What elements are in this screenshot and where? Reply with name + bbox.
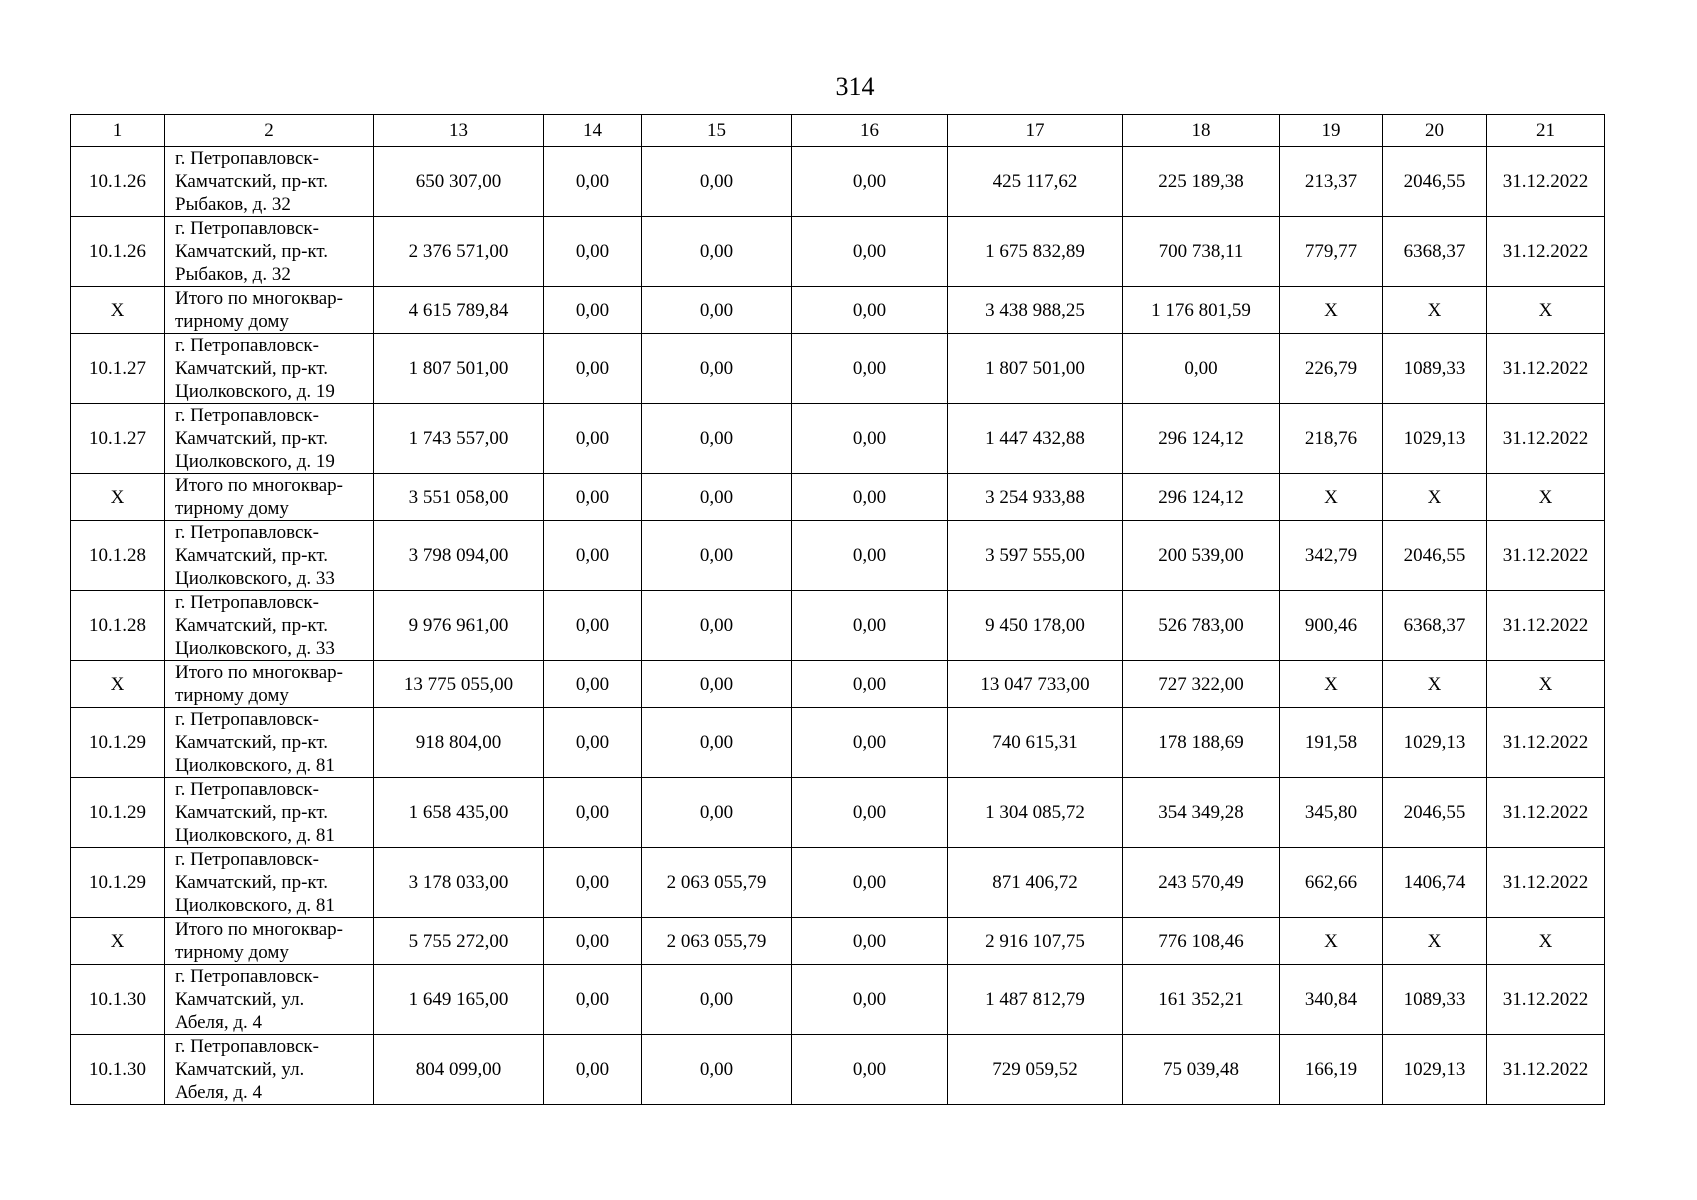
value-cell: 0,00	[642, 591, 792, 661]
value-cell: 4 615 789,84	[374, 287, 544, 334]
value-cell: X	[1487, 474, 1605, 521]
value-cell: 31.12.2022	[1487, 1035, 1605, 1105]
value-cell: 0,00	[792, 708, 948, 778]
address-cell: г. Петропавловск- Камчатский, пр-кт. Рыбаков, д. 32	[165, 147, 374, 217]
value-cell: 0,00	[544, 147, 642, 217]
value-cell: 3 551 058,00	[374, 474, 544, 521]
table-row	[71, 147, 1605, 217]
row-id-cell: X	[71, 474, 165, 521]
value-cell: 2046,55	[1383, 778, 1487, 848]
value-cell: 425 117,62	[948, 147, 1123, 217]
value-cell: 31.12.2022	[1487, 404, 1605, 474]
value-cell: 31.12.2022	[1487, 521, 1605, 591]
row-id-cell: 10.1.30	[71, 1035, 165, 1105]
value-cell: X	[1487, 661, 1605, 708]
value-cell: 729 059,52	[948, 1035, 1123, 1105]
value-cell: 727 322,00	[1123, 661, 1280, 708]
value-cell: 0,00	[792, 965, 948, 1035]
value-cell: 354 349,28	[1123, 778, 1280, 848]
table-row	[71, 848, 1605, 918]
value-cell: 3 438 988,25	[948, 287, 1123, 334]
value-cell: 1 807 501,00	[948, 334, 1123, 404]
value-cell: 1 487 812,79	[948, 965, 1123, 1035]
value-cell: 3 798 094,00	[374, 521, 544, 591]
value-cell: 9 976 961,00	[374, 591, 544, 661]
table-row	[71, 591, 1605, 661]
value-cell: 804 099,00	[374, 1035, 544, 1105]
value-cell: 243 570,49	[1123, 848, 1280, 918]
value-cell: 200 539,00	[1123, 521, 1280, 591]
value-cell: 1029,13	[1383, 404, 1487, 474]
value-cell: 1029,13	[1383, 1035, 1487, 1105]
value-cell: 1 675 832,89	[948, 217, 1123, 287]
value-cell: 0,00	[792, 474, 948, 521]
value-cell: 3 254 933,88	[948, 474, 1123, 521]
table-row	[71, 217, 1605, 287]
column-header: 2	[165, 115, 374, 147]
value-cell: 1089,33	[1383, 965, 1487, 1035]
value-cell: 0,00	[642, 287, 792, 334]
value-cell: 0,00	[544, 661, 642, 708]
total-row	[71, 661, 1605, 708]
value-cell: 31.12.2022	[1487, 591, 1605, 661]
value-cell: 1029,13	[1383, 708, 1487, 778]
value-cell: 1 304 085,72	[948, 778, 1123, 848]
value-cell: 740 615,31	[948, 708, 1123, 778]
value-cell: X	[1383, 287, 1487, 334]
value-cell: 218,76	[1280, 404, 1383, 474]
value-cell: X	[1487, 287, 1605, 334]
value-cell: 2046,55	[1383, 147, 1487, 217]
value-cell: 0,00	[544, 474, 642, 521]
column-header: 15	[642, 115, 792, 147]
value-cell: X	[1280, 287, 1383, 334]
table-row	[71, 334, 1605, 404]
data-table	[70, 114, 1605, 1105]
value-cell: 31.12.2022	[1487, 147, 1605, 217]
value-cell: 2 063 055,79	[642, 848, 792, 918]
value-cell: 0,00	[544, 287, 642, 334]
table-row	[71, 1035, 1605, 1105]
value-cell: 191,58	[1280, 708, 1383, 778]
column-header: 21	[1487, 115, 1605, 147]
value-cell: X	[1383, 474, 1487, 521]
value-cell: 526 783,00	[1123, 591, 1280, 661]
value-cell: 0,00	[792, 918, 948, 965]
table-row	[71, 708, 1605, 778]
value-cell: 1 447 432,88	[948, 404, 1123, 474]
address-cell: г. Петропавловск- Камчатский, пр-кт. Циолковского, д. 81	[165, 708, 374, 778]
address-cell: г. Петропавловск- Камчатский, ул. Абеля, д. 4	[165, 965, 374, 1035]
value-cell: 1 658 435,00	[374, 778, 544, 848]
total-label-cell: Итого по многоквар- тирному дому	[165, 918, 374, 965]
table-row	[71, 404, 1605, 474]
value-cell: 13 047 733,00	[948, 661, 1123, 708]
value-cell: 0,00	[792, 778, 948, 848]
value-cell: 226,79	[1280, 334, 1383, 404]
row-id-cell: X	[71, 287, 165, 334]
column-header: 14	[544, 115, 642, 147]
value-cell: X	[1280, 918, 1383, 965]
address-cell: г. Петропавловск- Камчатский, пр-кт. Циолковского, д. 19	[165, 334, 374, 404]
value-cell: 0,00	[544, 217, 642, 287]
value-cell: 5 755 272,00	[374, 918, 544, 965]
value-cell: 0,00	[792, 1035, 948, 1105]
row-id-cell: 10.1.27	[71, 334, 165, 404]
value-cell: 0,00	[642, 965, 792, 1035]
value-cell: 31.12.2022	[1487, 778, 1605, 848]
address-cell: г. Петропавловск- Камчатский, пр-кт. Циолковского, д. 81	[165, 778, 374, 848]
value-cell: 340,84	[1280, 965, 1383, 1035]
row-id-cell: 10.1.26	[71, 217, 165, 287]
row-id-cell: 10.1.28	[71, 521, 165, 591]
value-cell: 0,00	[792, 521, 948, 591]
row-id-cell: X	[71, 661, 165, 708]
page-number: 314	[835, 72, 875, 101]
value-cell: 31.12.2022	[1487, 965, 1605, 1035]
value-cell: 0,00	[642, 147, 792, 217]
value-cell: 2 916 107,75	[948, 918, 1123, 965]
value-cell: 0,00	[642, 1035, 792, 1105]
value-cell: 31.12.2022	[1487, 334, 1605, 404]
value-cell: 779,77	[1280, 217, 1383, 287]
value-cell: 3 597 555,00	[948, 521, 1123, 591]
value-cell: 1 176 801,59	[1123, 287, 1280, 334]
header-row	[71, 115, 1605, 147]
value-cell: 0,00	[544, 778, 642, 848]
value-cell: 0,00	[544, 848, 642, 918]
value-cell: 3 178 033,00	[374, 848, 544, 918]
row-id-cell: 10.1.29	[71, 848, 165, 918]
value-cell: 1406,74	[1383, 848, 1487, 918]
value-cell: 1 649 165,00	[374, 965, 544, 1035]
row-id-cell: 10.1.29	[71, 708, 165, 778]
value-cell: 0,00	[642, 474, 792, 521]
total-row	[71, 474, 1605, 521]
value-cell: 13 775 055,00	[374, 661, 544, 708]
value-cell: 2046,55	[1383, 521, 1487, 591]
column-header: 18	[1123, 115, 1280, 147]
value-cell: 296 124,12	[1123, 474, 1280, 521]
value-cell: 31.12.2022	[1487, 848, 1605, 918]
value-cell: 0,00	[642, 661, 792, 708]
value-cell: 0,00	[642, 521, 792, 591]
value-cell: 0,00	[642, 334, 792, 404]
address-cell: г. Петропавловск- Камчатский, ул. Абеля, д. 4	[165, 1035, 374, 1105]
value-cell: 1 807 501,00	[374, 334, 544, 404]
value-cell: 0,00	[544, 708, 642, 778]
column-header: 13	[374, 115, 544, 147]
row-id-cell: 10.1.29	[71, 778, 165, 848]
value-cell: 345,80	[1280, 778, 1383, 848]
value-cell: 6368,37	[1383, 217, 1487, 287]
value-cell: 900,46	[1280, 591, 1383, 661]
address-cell: г. Петропавловск- Камчатский, пр-кт. Циолковского, д. 33	[165, 521, 374, 591]
value-cell: 0,00	[544, 1035, 642, 1105]
value-cell: 0,00	[544, 334, 642, 404]
value-cell: 161 352,21	[1123, 965, 1280, 1035]
column-header: 17	[948, 115, 1123, 147]
row-id-cell: 10.1.30	[71, 965, 165, 1035]
row-id-cell: 10.1.27	[71, 404, 165, 474]
value-cell: 75 039,48	[1123, 1035, 1280, 1105]
table-row	[71, 965, 1605, 1035]
value-cell: 700 738,11	[1123, 217, 1280, 287]
value-cell: 0,00	[792, 334, 948, 404]
value-cell: 31.12.2022	[1487, 708, 1605, 778]
value-cell: 31.12.2022	[1487, 217, 1605, 287]
value-cell: 0,00	[792, 591, 948, 661]
table-body	[71, 147, 1605, 1105]
value-cell: 0,00	[792, 848, 948, 918]
column-header: 16	[792, 115, 948, 147]
column-header: 20	[1383, 115, 1487, 147]
column-header: 19	[1280, 115, 1383, 147]
value-cell: 0,00	[642, 778, 792, 848]
total-row	[71, 287, 1605, 334]
value-cell: 0,00	[544, 591, 642, 661]
value-cell: 0,00	[544, 521, 642, 591]
table-header	[71, 115, 1605, 147]
value-cell: 0,00	[642, 217, 792, 287]
total-label-cell: Итого по многоквар- тирному дому	[165, 287, 374, 334]
row-id-cell: X	[71, 918, 165, 965]
value-cell: 918 804,00	[374, 708, 544, 778]
value-cell: 0,00	[544, 918, 642, 965]
value-cell: X	[1383, 918, 1487, 965]
value-cell: 0,00	[1123, 334, 1280, 404]
value-cell: 1089,33	[1383, 334, 1487, 404]
value-cell: 2 376 571,00	[374, 217, 544, 287]
total-label-cell: Итого по многоквар- тирному дому	[165, 661, 374, 708]
value-cell: 871 406,72	[948, 848, 1123, 918]
table-row	[71, 521, 1605, 591]
value-cell: 342,79	[1280, 521, 1383, 591]
value-cell: 225 189,38	[1123, 147, 1280, 217]
address-cell: г. Петропавловск- Камчатский, пр-кт. Циолковского, д. 19	[165, 404, 374, 474]
total-row	[71, 918, 1605, 965]
value-cell: X	[1487, 918, 1605, 965]
value-cell: 0,00	[792, 147, 948, 217]
table-row	[71, 778, 1605, 848]
value-cell: 1 743 557,00	[374, 404, 544, 474]
value-cell: 0,00	[642, 708, 792, 778]
column-header: 1	[71, 115, 165, 147]
value-cell: 0,00	[792, 404, 948, 474]
value-cell: 0,00	[544, 965, 642, 1035]
value-cell: 296 124,12	[1123, 404, 1280, 474]
value-cell: 0,00	[544, 404, 642, 474]
value-cell: 0,00	[642, 404, 792, 474]
row-id-cell: 10.1.28	[71, 591, 165, 661]
value-cell: 662,66	[1280, 848, 1383, 918]
address-cell: г. Петропавловск- Камчатский, пр-кт. Циолковского, д. 33	[165, 591, 374, 661]
value-cell: 9 450 178,00	[948, 591, 1123, 661]
value-cell: 776 108,46	[1123, 918, 1280, 965]
row-id-cell: 10.1.26	[71, 147, 165, 217]
value-cell: 650 307,00	[374, 147, 544, 217]
value-cell: X	[1383, 661, 1487, 708]
value-cell: 0,00	[792, 217, 948, 287]
value-cell: 6368,37	[1383, 591, 1487, 661]
value-cell: 2 063 055,79	[642, 918, 792, 965]
value-cell: 166,19	[1280, 1035, 1383, 1105]
value-cell: X	[1280, 661, 1383, 708]
value-cell: 0,00	[792, 661, 948, 708]
total-label-cell: Итого по многоквар- тирному дому	[165, 474, 374, 521]
address-cell: г. Петропавловск- Камчатский, пр-кт. Рыбаков, д. 32	[165, 217, 374, 287]
value-cell: 0,00	[792, 287, 948, 334]
value-cell: 178 188,69	[1123, 708, 1280, 778]
value-cell: 213,37	[1280, 147, 1383, 217]
value-cell: X	[1280, 474, 1383, 521]
address-cell: г. Петропавловск- Камчатский, пр-кт. Циолковского, д. 81	[165, 848, 374, 918]
